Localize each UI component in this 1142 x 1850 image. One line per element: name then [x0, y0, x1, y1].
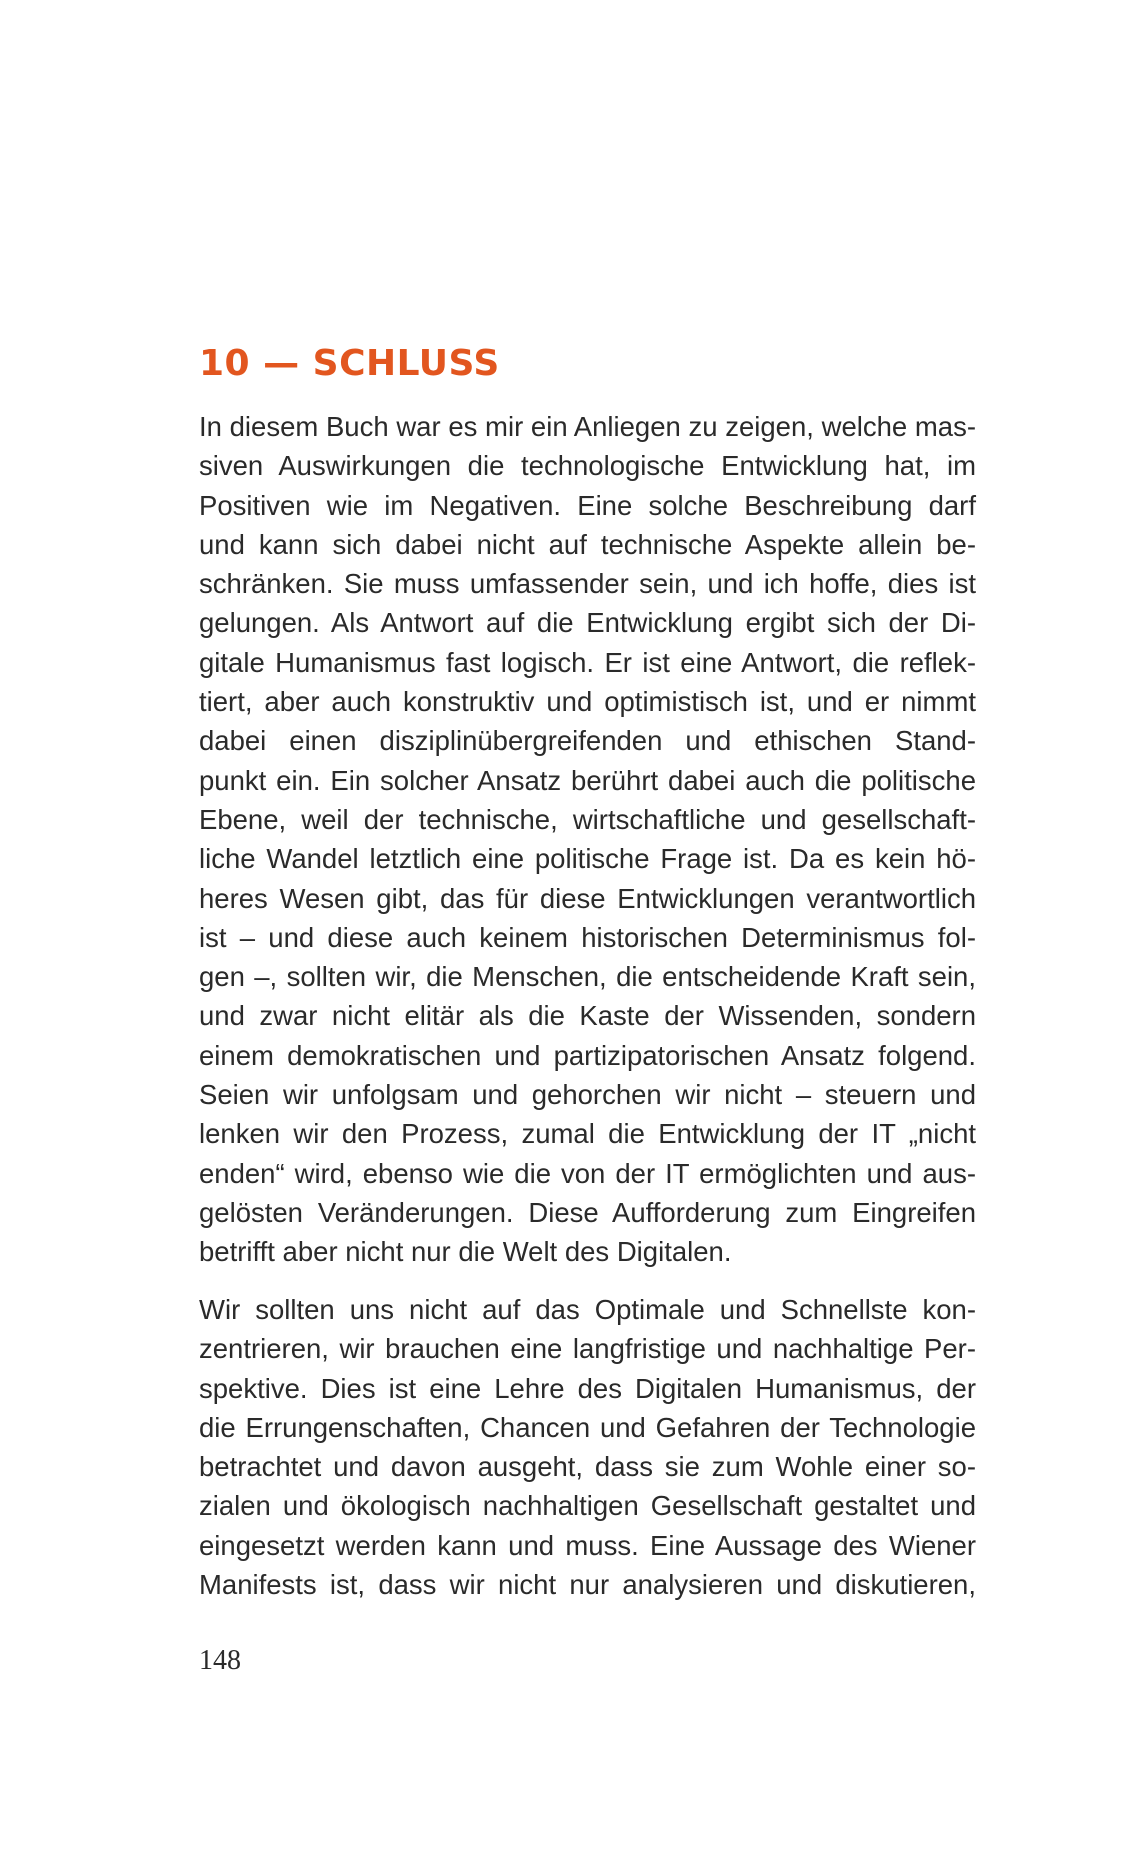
text-line: In diesem Buch war es mir ein Anliegen zu zeigen, welche mas- [199, 411, 976, 442]
text-line: die Errungenschaften, Chancen und Gefahren der Technologie [199, 1411, 976, 1443]
text-line: einem demokratischen und partizipatorischen Ansatz folgend. [199, 1039, 976, 1071]
text-line: Seien wir unfolgsam und gehorchen wir nicht – steuern und [199, 1079, 976, 1111]
text-line: punkt ein. Ein solcher Ansatz berührt dabei auch die politische [199, 764, 976, 796]
text-line: dabei einen disziplinübergreifenden und ethischen Stand- [199, 725, 976, 757]
text-line: ist – und diese auch keinem historischen Determinismus fol- [199, 921, 976, 953]
text-line: gelungen. Als Antwort auf die Entwicklung ergibt sich der Di- [199, 607, 976, 639]
text-line: betrifft aber nicht nur die Welt des Digitalen. [199, 1236, 732, 1268]
text-line: zialen und ökologisch nachhaltigen Gesellschaft gestaltet und [199, 1490, 976, 1522]
text-line: Wir sollten uns nicht auf das Optimale und Schnellste kon- [199, 1294, 976, 1325]
text-line: tiert, aber auch konstruktiv und optimistisch ist, und er nimmt [199, 686, 976, 718]
paragraph-1 [199, 407, 976, 1272]
text-line: und zwar nicht elitär als die Kaste der Wissenden, sondern [199, 1000, 976, 1032]
text-line: gitale Humanismus fast logisch. Er ist eine Antwort, die reflek- [199, 646, 976, 678]
text-line: Ebene, weil der technische, wirtschaftliche und gesellschaft- [199, 803, 976, 835]
text-line: zentrieren, wir brauchen eine langfristige und nachhaltige Per- [199, 1333, 976, 1365]
text-line: siven Auswirkungen die technologische Entwicklung hat, im [199, 450, 976, 482]
chapter-title: 10 — SCHLUSS [199, 343, 500, 384]
text-line: spektive. Dies ist eine Lehre des Digitalen Humanismus, der [199, 1372, 976, 1404]
text-line: gen –, sollten wir, die Menschen, die entscheidende Kraft sein, [199, 961, 976, 993]
text-line: schränken. Sie muss umfassender sein, und ich hoffe, dies ist [199, 568, 976, 600]
page-number: 148 [199, 1645, 241, 1676]
paragraph-2 [199, 1290, 976, 1604]
text-line: lenken wir den Prozess, zumal die Entwicklung der IT „nicht [199, 1118, 976, 1150]
text-line: betrachtet und davon ausgeht, dass sie zum Wohle einer so- [199, 1451, 976, 1483]
text-line: liche Wandel letztlich eine politische Frage ist. Da es kein hö- [199, 843, 976, 875]
text-line: enden“ wird, ebenso wie die von der IT ermöglichten und aus- [199, 1157, 976, 1189]
text-line: gelösten Veränderungen. Diese Aufforderung zum Eingreifen [199, 1196, 976, 1228]
text-line: Positiven wie im Negativen. Eine solche Beschreibung darf [199, 489, 976, 521]
text-line: Manifests ist, dass wir nicht nur analysieren und diskutieren, [199, 1569, 976, 1601]
text-line: und kann sich dabei nicht auf technische Aspekte allein be- [199, 528, 976, 560]
text-line: eingesetzt werden kann und muss. Eine Aussage des Wiener [199, 1529, 976, 1561]
text-line: heres Wesen gibt, das für diese Entwicklungen verantwortlich [199, 882, 976, 914]
